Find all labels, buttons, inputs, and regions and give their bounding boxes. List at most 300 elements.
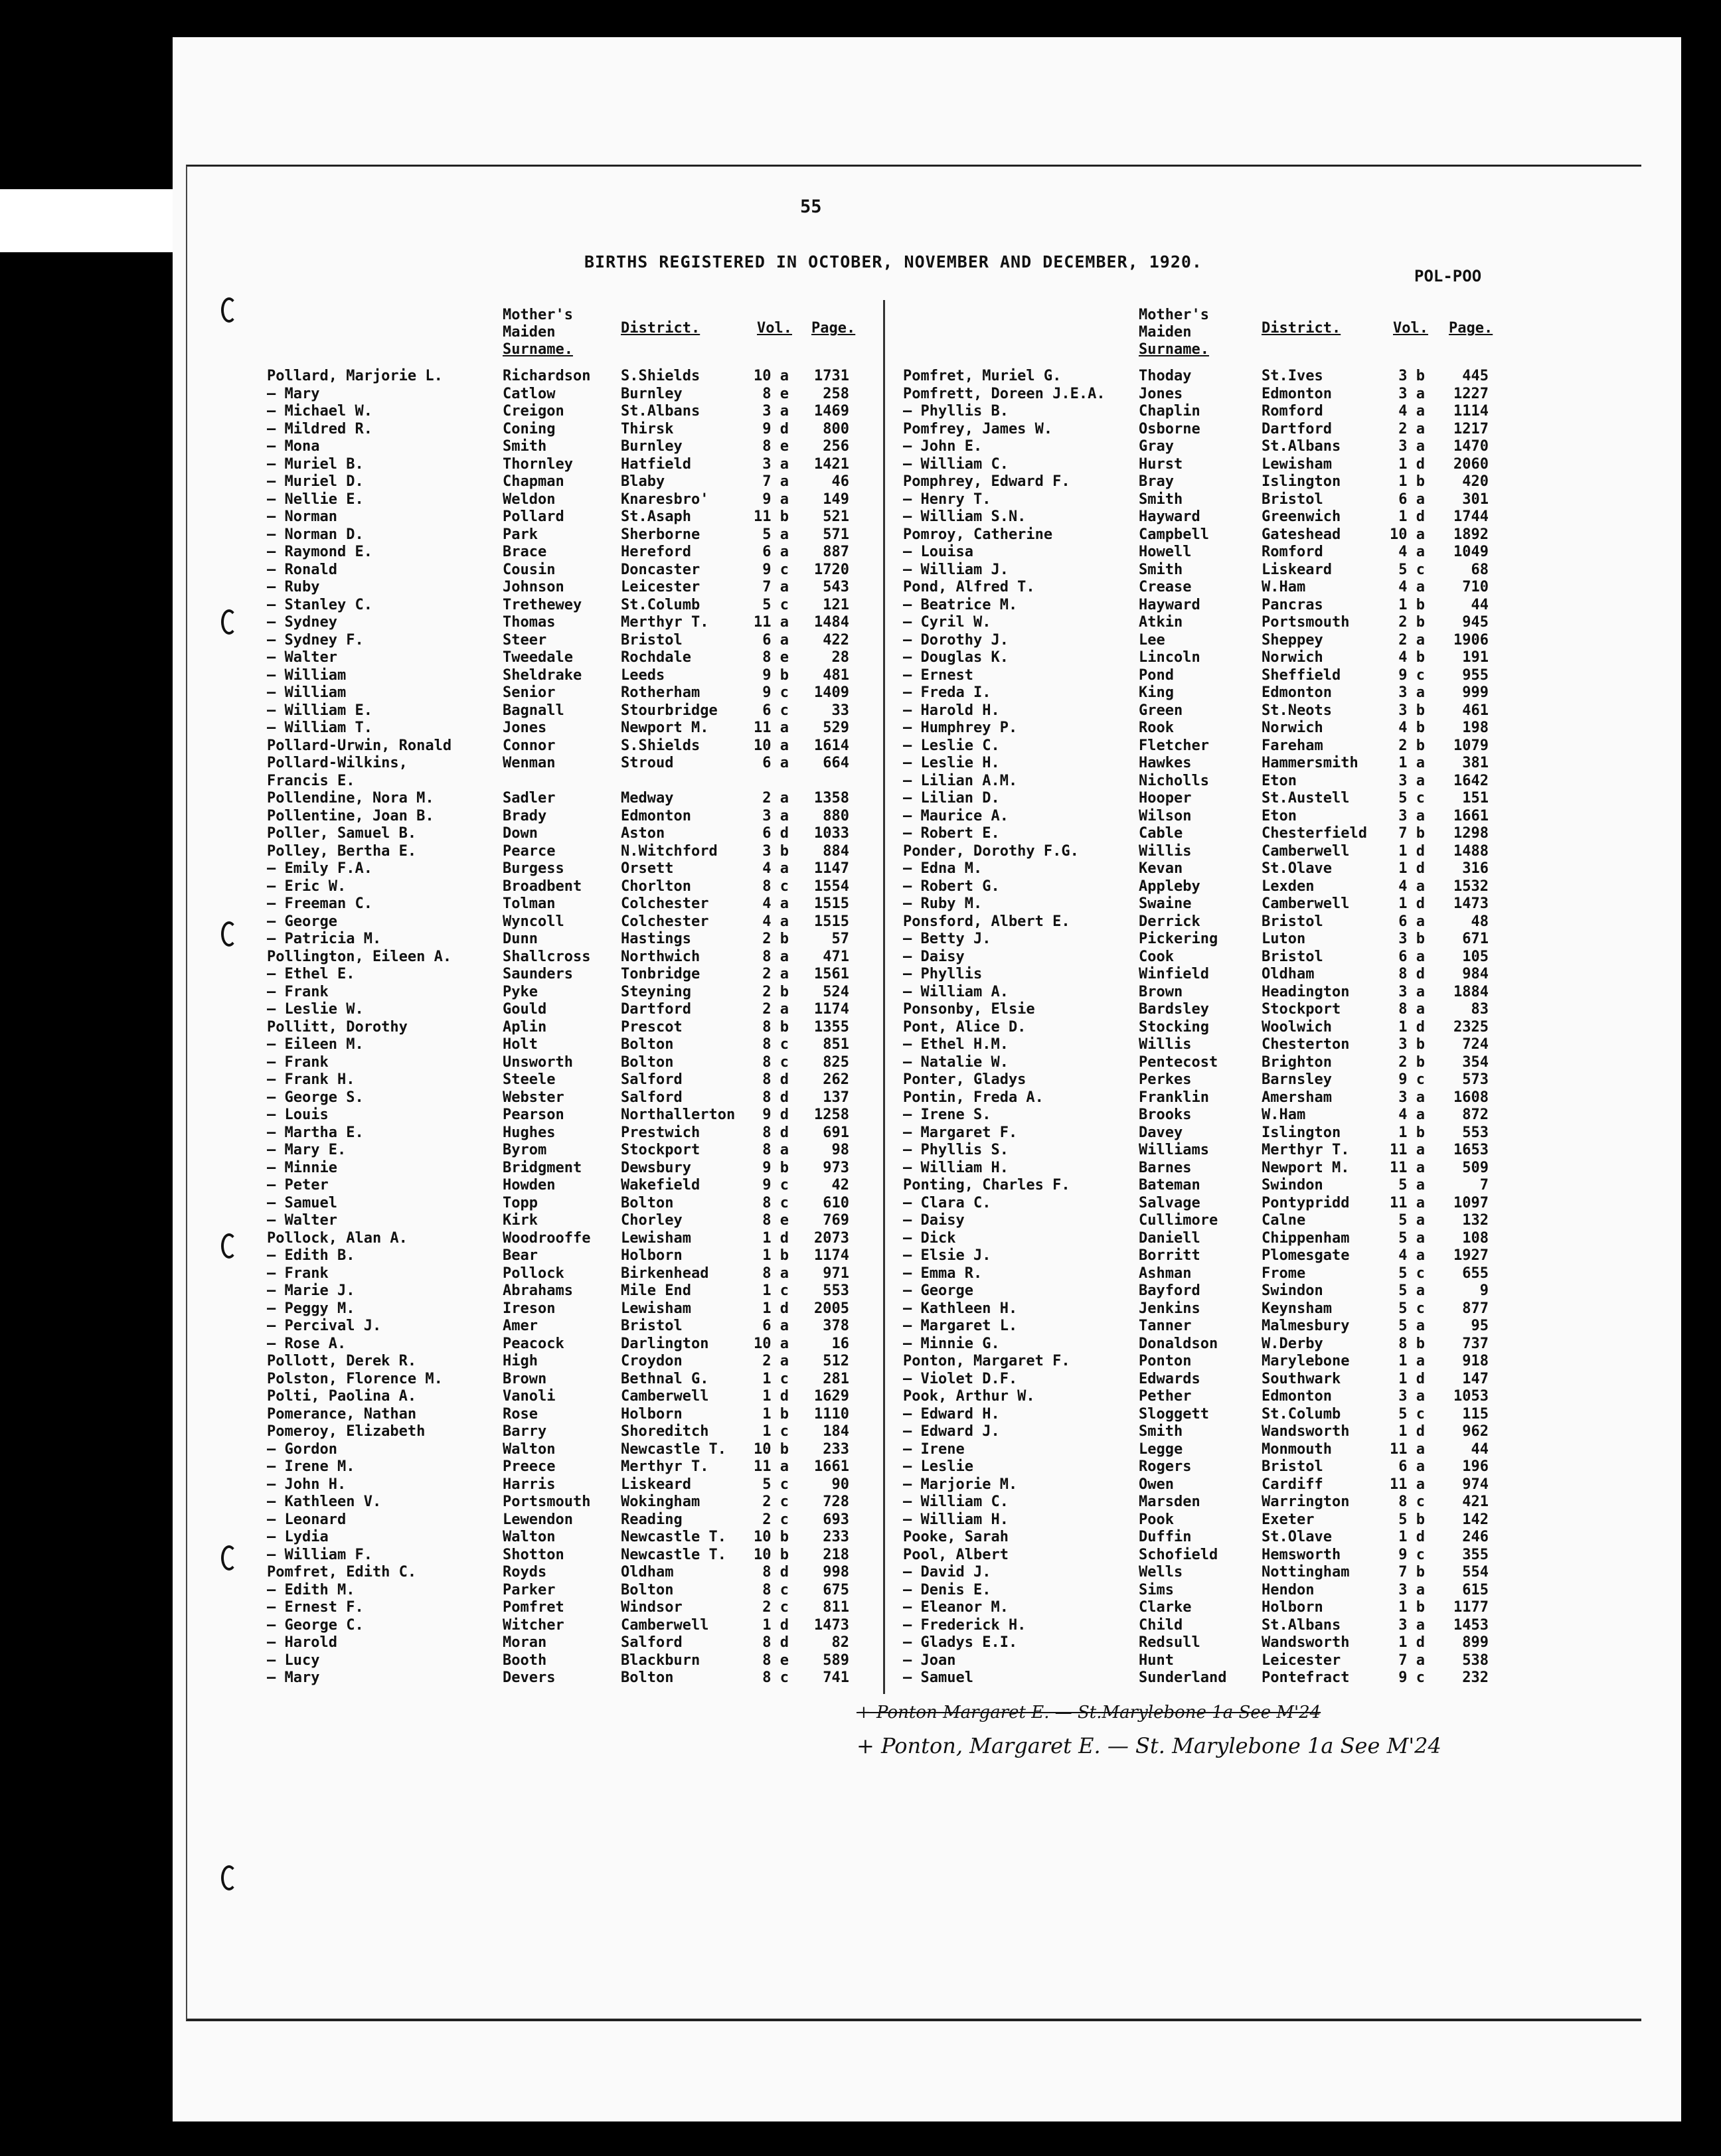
mothers-maiden-surname: Kirk: [503, 1212, 538, 1229]
mothers-maiden-surname: Gray: [1139, 438, 1174, 455]
page-ref: 553: [1462, 1124, 1489, 1141]
entry-name: Pollentine, Joan B.: [267, 807, 434, 824]
district: W.Ham: [1262, 579, 1306, 595]
table-row: [267, 491, 924, 509]
page-ref: 68: [1471, 561, 1489, 578]
page-ref: 610: [823, 1194, 849, 1211]
district: St.Austell: [1262, 790, 1350, 807]
mothers-maiden-surname: Pollard: [503, 508, 564, 525]
page-ref: 998: [823, 1564, 849, 1580]
volume: 8 a: [762, 1265, 789, 1282]
page-ref: 132: [1462, 1212, 1489, 1229]
volume: 6 a: [762, 631, 789, 649]
page-ref: 191: [1462, 649, 1489, 666]
page-ref: 671: [1462, 931, 1489, 947]
volume: 8 e: [762, 438, 789, 455]
page-ref: 108: [1462, 1229, 1489, 1247]
entry-name: — Lucy: [267, 1652, 320, 1669]
mothers-maiden-surname: Legge: [1139, 1440, 1183, 1458]
page-ref: 825: [823, 1053, 849, 1071]
volume: 1 b: [1398, 596, 1425, 613]
mothers-maiden-surname: Fletcher: [1139, 737, 1209, 754]
district: Northwich: [621, 948, 700, 965]
mothers-maiden-surname: Franklin: [1139, 1089, 1209, 1106]
district: Islington: [1262, 1124, 1341, 1141]
district: Leicester: [1262, 1652, 1341, 1669]
district: Fareham: [1262, 737, 1323, 754]
district: Norwich: [1262, 649, 1323, 666]
table-row: [903, 1476, 1560, 1494]
volume: 5 c: [1398, 1265, 1425, 1282]
header-line: Surname.: [1139, 341, 1209, 358]
table-row: [903, 1089, 1560, 1107]
entry-name: — Joan: [903, 1652, 956, 1669]
mothers-maiden-surname: Pook: [1139, 1511, 1174, 1528]
district: Bristol: [1262, 948, 1323, 965]
entry-name: Pollendine, Nora M.: [267, 790, 434, 807]
table-row: [903, 614, 1560, 632]
entry-name: — Humphrey P.: [903, 720, 1018, 736]
volume: 5 c: [1398, 790, 1425, 807]
entry-name: — Douglas K.: [903, 649, 1009, 666]
page-ref: 316: [1462, 860, 1489, 877]
mothers-maiden-surname: Crease: [1139, 579, 1192, 595]
district: Prescot: [621, 1018, 683, 1036]
table-row: [903, 843, 1560, 861]
table-row: [903, 878, 1560, 896]
district: Stockport: [621, 1142, 700, 1158]
page-header: Page.: [811, 320, 856, 337]
volume: 1 c: [762, 1370, 789, 1387]
district: Knaresbro': [621, 491, 709, 508]
page-ref: 151: [1462, 790, 1489, 807]
entry-name: — Minnie: [267, 1159, 337, 1176]
page-ref: 737: [1462, 1335, 1489, 1352]
table-row: [267, 825, 924, 843]
volume: 3 a: [1398, 1616, 1425, 1634]
mothers-maiden-surname: Williams: [1139, 1142, 1209, 1158]
entry-name: — Louis: [267, 1107, 329, 1123]
district: Woolwich: [1262, 1018, 1332, 1036]
page-ref: 9: [1479, 1282, 1489, 1299]
volume: 8 c: [762, 1036, 789, 1053]
entry-name: — George S.: [267, 1089, 364, 1106]
volume: 10 a: [1390, 526, 1425, 543]
district: Steyning: [621, 983, 691, 1000]
table-row: [267, 790, 924, 808]
district: Keynsham: [1262, 1300, 1332, 1317]
volume: 5 a: [1398, 1282, 1425, 1299]
volume: 4 a: [1398, 1107, 1425, 1123]
district: Burnley: [621, 385, 683, 402]
header-line: Maiden: [1139, 324, 1192, 341]
table-row: [267, 737, 924, 755]
volume: 1 d: [1398, 1529, 1425, 1545]
mothers-maiden-surname: Pomfret: [503, 1599, 564, 1616]
page-ref: 800: [823, 420, 849, 437]
volume: 2 a: [1398, 420, 1425, 437]
table-row: [267, 1318, 924, 1336]
district: Amersham: [1262, 1089, 1332, 1106]
table-row: [903, 1001, 1560, 1019]
mothers-maiden-surname: Kevan: [1139, 860, 1183, 877]
district: Exeter: [1262, 1511, 1315, 1528]
mothers-maiden-surname: Marsden: [1139, 1494, 1200, 1510]
page-ref: 1033: [814, 825, 849, 842]
mothers-maiden-surname: Brown: [1139, 983, 1183, 1000]
page-ref: 1892: [1453, 526, 1489, 543]
page-ref: 1358: [814, 790, 849, 807]
district: S.Shields: [621, 737, 700, 754]
volume: 5 a: [1398, 1229, 1425, 1247]
entry-name: Pomphrey, Edward F.: [903, 473, 1070, 490]
entry-name: — Lilian D.: [903, 790, 1000, 807]
district: Monmouth: [1262, 1440, 1332, 1458]
volume: 8 d: [762, 1089, 789, 1106]
table-row: [267, 1547, 924, 1565]
entry-name: — Ronald: [267, 561, 337, 578]
entry-name: — Phyllis: [903, 966, 983, 982]
page-ref: 105: [1462, 948, 1489, 965]
mothers-maiden-surname: Peacock: [503, 1335, 564, 1352]
page-ref: 962: [1462, 1423, 1489, 1440]
table-row: [903, 966, 1560, 984]
district: Camberwell: [621, 1388, 709, 1405]
volume: 10 b: [754, 1529, 789, 1545]
entry-name: — Kathleen V.: [267, 1494, 382, 1510]
volume: 5 c: [1398, 1300, 1425, 1317]
entry-name: — Margaret L.: [903, 1318, 1018, 1334]
entry-name: — Edith B.: [267, 1247, 355, 1264]
entry-name: Pook, Arthur W.: [903, 1388, 1035, 1405]
table-row: [903, 1071, 1560, 1089]
page-ref: 1110: [814, 1405, 849, 1423]
mothers-maiden-surname: Pearce: [503, 842, 556, 860]
volume: 8 c: [762, 1194, 789, 1211]
table-row: [903, 456, 1560, 474]
page-ref: 1053: [1453, 1388, 1489, 1405]
district: St.Albans: [1262, 438, 1341, 455]
mothers-maiden-header: [1139, 307, 1232, 358]
page-ref: 354: [1462, 1053, 1489, 1071]
volume: 8 c: [762, 1053, 789, 1071]
entry-name: — Leslie: [903, 1458, 973, 1475]
volume: 9 b: [762, 666, 789, 684]
table-row: [903, 526, 1560, 544]
table-row: [267, 1036, 924, 1054]
page-ref: 233: [823, 1529, 849, 1545]
mothers-maiden-surname: Richardson: [503, 368, 591, 384]
table-row: [903, 667, 1560, 685]
district: Colchester: [621, 895, 709, 912]
table-row: [267, 1124, 924, 1142]
district: Swindon: [1262, 1177, 1323, 1194]
entry-name: Pomfrey, James W.: [903, 420, 1053, 437]
entry-name: Ponsford, Albert E.: [903, 913, 1070, 930]
entry-name: Pond, Alfred T.: [903, 579, 1035, 595]
district: Bristol: [621, 631, 683, 649]
district: Holborn: [1262, 1599, 1323, 1616]
table-row: [903, 1177, 1560, 1195]
entry-name: — Minnie G.: [903, 1335, 1000, 1352]
volume: 8 e: [762, 1212, 789, 1229]
volume: 6 a: [762, 544, 789, 560]
volume: 8 a: [762, 948, 789, 965]
page-ref: 1355: [814, 1018, 849, 1036]
mothers-maiden-surname: Bateman: [1139, 1177, 1200, 1194]
page-ref: 2060: [1453, 455, 1489, 473]
entry-name: Polston, Florence M.: [267, 1370, 443, 1387]
mothers-maiden-surname: Davey: [1139, 1124, 1183, 1141]
table-row: [267, 966, 924, 984]
district: Tonbridge: [621, 966, 700, 982]
entry-name: — Marjorie M.: [903, 1476, 1018, 1493]
mothers-maiden-surname: Osborne: [1139, 420, 1200, 437]
table-row: [903, 649, 1560, 667]
district: St.Ives: [1262, 368, 1323, 384]
mothers-maiden-surname: Topp: [503, 1194, 538, 1211]
entry-name: — Ruby: [267, 579, 320, 595]
page-ref: 95: [1471, 1318, 1489, 1334]
table-row: [903, 949, 1560, 966]
page-ref: 1532: [1453, 878, 1489, 895]
entry-name: — Eric W.: [267, 878, 347, 895]
page-ref: 571: [823, 526, 849, 543]
mothers-maiden-header: [503, 307, 596, 358]
table-row: [903, 1564, 1560, 1582]
entry-name: — Dorothy J.: [903, 631, 1009, 649]
entry-name: Pomfret, Edith C.: [267, 1564, 417, 1580]
volume: 5 a: [1398, 1318, 1425, 1334]
district: Nottingham: [1262, 1564, 1350, 1580]
volume: 3 a: [762, 455, 789, 473]
page-ref: 262: [823, 1071, 849, 1088]
mothers-maiden-surname: Perkes: [1139, 1071, 1192, 1088]
page-ref: 1469: [814, 403, 849, 420]
entry-name: — Freda I.: [903, 684, 991, 701]
entry-name: — William A.: [903, 983, 1009, 1000]
entry-name: — Lydia: [267, 1529, 329, 1545]
mothers-maiden-surname: Preece: [503, 1458, 556, 1475]
mothers-maiden-surname: Smith: [1139, 1423, 1183, 1440]
district: Norwich: [1262, 720, 1323, 736]
page-ref: 256: [823, 438, 849, 455]
mothers-maiden-surname: Harris: [503, 1476, 556, 1493]
header-line: Mother's: [503, 307, 573, 323]
entry-name: — Mary: [267, 385, 320, 402]
entry-name: — William: [267, 666, 347, 684]
page-ref: 728: [823, 1494, 849, 1510]
table-row: [267, 1071, 924, 1089]
table-row: [903, 491, 1560, 509]
volume: 9 c: [1398, 1546, 1425, 1563]
punch-hole-icon: [221, 297, 237, 323]
district: Blackburn: [621, 1652, 700, 1669]
page-ref: 1174: [814, 1247, 849, 1264]
table-row: [903, 860, 1560, 878]
mothers-maiden-surname: Chaplin: [1139, 403, 1200, 420]
table-row: [903, 1634, 1560, 1652]
table-row: [903, 1160, 1560, 1178]
volume: 2 a: [762, 1001, 789, 1018]
volume: 1 d: [1398, 455, 1425, 473]
volume: 2 a: [762, 966, 789, 982]
district: Hatfield: [621, 455, 691, 473]
header-line: Mother's: [1139, 307, 1209, 323]
entry-name: — Freeman C.: [267, 895, 372, 912]
volume: 9 c: [1398, 1669, 1425, 1686]
page-ref: 1661: [1453, 807, 1489, 824]
table-row: [267, 667, 924, 685]
page-ref: 1731: [814, 368, 849, 384]
mothers-maiden-surname: Booth: [503, 1652, 547, 1669]
entry-name: Pomfrett, Doreen J.E.A.: [903, 385, 1106, 402]
punch-hole-icon: [221, 921, 237, 947]
page-ref: 693: [823, 1511, 849, 1528]
district: Merthyr T.: [621, 1458, 709, 1475]
page-ref: 554: [1462, 1564, 1489, 1580]
volume: 3 a: [762, 403, 789, 420]
table-row: [903, 773, 1560, 791]
district: Pontefract: [1262, 1669, 1350, 1686]
table-row: [903, 632, 1560, 650]
page-ref: 232: [1462, 1669, 1489, 1686]
table-row: [267, 1300, 924, 1318]
right-column: [903, 307, 1560, 1687]
column-header: [903, 307, 1560, 368]
table-row: [267, 368, 924, 386]
page-ref: 115: [1462, 1405, 1489, 1423]
mothers-maiden-surname: Bardsley: [1139, 1001, 1209, 1018]
mothers-maiden-surname: Pentecost: [1139, 1053, 1218, 1071]
volume: 5 c: [762, 1476, 789, 1493]
district: Cardiff: [1262, 1476, 1323, 1493]
volume: 2 a: [762, 1353, 789, 1369]
table-row: [267, 1458, 924, 1476]
entry-name: — Irene S.: [903, 1107, 991, 1123]
table-row: [267, 508, 924, 526]
entry-name: — George: [903, 1282, 973, 1299]
volume: 3 a: [1398, 1581, 1425, 1598]
entry-name: — Norman D.: [267, 526, 364, 543]
entry-name: Pollitt, Dorothy: [267, 1018, 408, 1036]
volume: 7 b: [1398, 1564, 1425, 1580]
volume: 5 a: [1398, 1212, 1425, 1229]
page-ref: 1470: [1453, 438, 1489, 455]
mothers-maiden-surname: Smith: [503, 438, 547, 455]
district: Headington: [1262, 983, 1350, 1000]
district: S.Shields: [621, 368, 700, 384]
entry-name: — Margaret F.: [903, 1124, 1018, 1141]
table-row: [903, 1265, 1560, 1283]
mothers-maiden-surname: Sunderland: [1139, 1669, 1227, 1686]
mothers-maiden-surname: Donaldson: [1139, 1335, 1218, 1352]
page-ref: 246: [1462, 1529, 1489, 1545]
page-ref: 1177: [1453, 1599, 1489, 1616]
header-line: Surname.: [503, 341, 573, 358]
volume: 6 a: [1398, 491, 1425, 508]
entry-name: — Betty J.: [903, 931, 991, 947]
volume: 4 b: [1398, 649, 1425, 666]
mothers-maiden-surname: Jenkins: [1139, 1300, 1200, 1317]
entry-name: — Phyllis B.: [903, 403, 1009, 420]
page-ref: 33: [831, 702, 849, 719]
mothers-maiden-surname: Park: [503, 526, 538, 543]
district: Warrington: [1262, 1494, 1350, 1510]
entry-name: — William S.N.: [903, 508, 1026, 525]
table-row: [903, 1247, 1560, 1265]
entry-name: — Muriel B.: [267, 455, 364, 473]
page-ref: 1629: [814, 1388, 849, 1405]
mothers-maiden-surname: Wells: [1139, 1564, 1183, 1580]
page-ref: 44: [1471, 596, 1489, 613]
entry-name: Pollard-Urwin, Ronald: [267, 737, 452, 754]
entry-list: [903, 368, 1560, 1687]
table-row: [903, 984, 1560, 1002]
district: Wandsworth: [1262, 1423, 1350, 1440]
table-row: [903, 825, 1560, 843]
entry-name: Pollott, Derek R.: [267, 1353, 417, 1369]
mothers-maiden-surname: Stocking: [1139, 1018, 1209, 1036]
volume: 2 c: [762, 1511, 789, 1528]
volume: 1 d: [762, 1616, 789, 1634]
entry-name: — Edward J.: [903, 1423, 1000, 1440]
table-row: [267, 1282, 924, 1300]
district: St.Columb: [621, 596, 700, 613]
mothers-maiden-surname: Schofield: [1139, 1546, 1218, 1563]
table-row: [903, 1142, 1560, 1160]
district: Northallerton: [621, 1107, 736, 1123]
volume: 5 b: [1398, 1511, 1425, 1528]
page-ref: 1608: [1453, 1089, 1489, 1106]
table-row: [903, 1458, 1560, 1476]
volume: 10 a: [754, 368, 789, 384]
mothers-maiden-surname: Ashman: [1139, 1265, 1192, 1282]
table-row: [267, 597, 924, 615]
volume: 5 c: [1398, 1405, 1425, 1423]
page-ref: 973: [823, 1159, 849, 1176]
entry-name: — William C.: [903, 455, 1009, 473]
page-ref: 1744: [1453, 508, 1489, 525]
page-ref: 918: [1462, 1353, 1489, 1369]
page-ref: 1488: [1453, 842, 1489, 860]
mothers-maiden-surname: Wyncoll: [503, 913, 564, 930]
entry-name: — Muriel D.: [267, 473, 364, 490]
punch-hole-icon: [221, 1233, 237, 1259]
mothers-maiden-surname: Rogers: [1139, 1458, 1192, 1475]
page-ref: 955: [1462, 666, 1489, 684]
entry-name: — Cyril W.: [903, 614, 991, 631]
district-header: District.: [1262, 320, 1341, 337]
table-row: [267, 684, 924, 702]
table-row: [903, 790, 1560, 808]
page-ref: 1515: [814, 913, 849, 930]
volume: 11 a: [754, 1458, 789, 1475]
mothers-maiden-surname: Walton: [503, 1440, 556, 1458]
page-ref: 984: [1462, 966, 1489, 982]
page-ref: 1217: [1453, 420, 1489, 437]
district: Thirsk: [621, 420, 674, 437]
entry-name: — Walter: [267, 1212, 337, 1229]
district-header: District.: [621, 320, 700, 337]
entry-name: Pool, Albert: [903, 1546, 1009, 1563]
mothers-maiden-surname: Lincoln: [1139, 649, 1200, 666]
mothers-maiden-surname: Hughes: [503, 1124, 556, 1141]
district: Bristol: [1262, 1458, 1323, 1475]
volume: 2 b: [762, 983, 789, 1000]
district: Hereford: [621, 544, 691, 560]
district: Salford: [621, 1071, 683, 1088]
